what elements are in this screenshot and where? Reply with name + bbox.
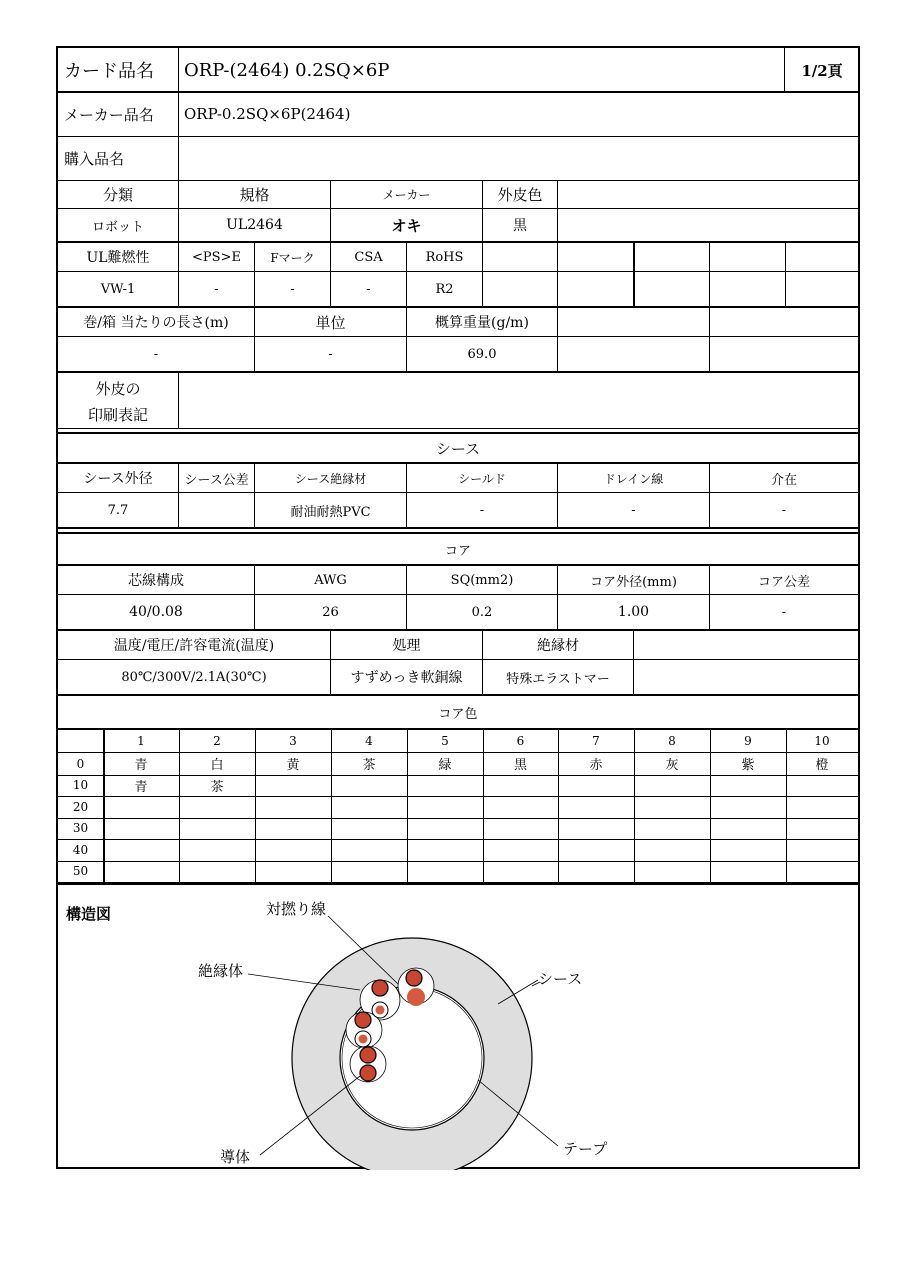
color-cell: 緑 (438, 758, 452, 774)
color-cell (407, 818, 483, 840)
print-marking-value (180, 373, 850, 427)
filler-label: 介在 (770, 472, 797, 488)
length-per-reel-label: 巻/箱 当たりの長さ(m) (83, 315, 229, 331)
color-cell (331, 775, 407, 797)
sheath-tolerance-label: シース公差 (184, 472, 249, 488)
divider (255, 728, 256, 882)
color-row-index: 10 (72, 778, 89, 793)
color-cell (710, 839, 786, 861)
insulation-label: 絶縁材 (537, 638, 579, 654)
label-twisted: 対撚り線 (266, 900, 327, 918)
color-column-header: 6 (516, 734, 525, 748)
weight-label: 概算重量(g/m) (435, 315, 529, 331)
maker-label: メーカー (382, 188, 431, 202)
color-cell (710, 796, 786, 818)
color-cell (103, 839, 179, 861)
divider (407, 728, 408, 882)
sheath-tolerance-value (179, 493, 254, 527)
conductor-dot (372, 980, 388, 996)
drain-wire-value: - (631, 502, 636, 518)
color-cell (331, 861, 407, 883)
ul-flame-value: VW-1 (100, 281, 136, 297)
rating-label: 温度/電圧/許容電流(温度) (113, 638, 275, 654)
color-cell (331, 818, 407, 840)
pse-label: <PS>E (192, 249, 241, 265)
pse-value: - (214, 281, 219, 297)
spec-sheet (56, 46, 860, 1169)
color-cell (255, 839, 331, 861)
conductor-dot (407, 988, 425, 1006)
color-cell (483, 861, 558, 883)
color-cell: 茶 (210, 779, 224, 795)
color-cell (558, 839, 634, 861)
color-cell (103, 796, 179, 818)
color-column-header: 10 (814, 734, 830, 748)
divider (634, 728, 635, 882)
color-column-header: 1 (137, 734, 145, 748)
csa-value: - (366, 281, 371, 297)
color-cell (179, 839, 255, 861)
core-color-title: コア色 (438, 706, 478, 722)
purchase-name-value (180, 137, 780, 179)
card-name-label: カード品名 (64, 61, 154, 82)
color-cell (786, 839, 858, 861)
divider (58, 883, 858, 885)
color-cell (407, 861, 483, 883)
divider (179, 728, 180, 882)
rohs-label: RoHS (425, 249, 464, 265)
color-cell (483, 796, 558, 818)
color-cell: 黄 (286, 758, 300, 774)
color-cell: 黒 (513, 758, 527, 774)
awg-value: 26 (322, 604, 339, 620)
structure-title: 構造図 (66, 904, 112, 923)
label-conductor: 導体 (220, 1148, 251, 1166)
csa-label: CSA (354, 249, 383, 265)
shield-value: - (479, 502, 485, 518)
sq-label: SQ(mm2) (450, 572, 514, 588)
standard-value: UL2464 (226, 217, 283, 233)
color-cell (179, 796, 255, 818)
print-marking-label-1: 外皮の (95, 379, 141, 398)
jacket-color-label: 外皮色 (497, 186, 543, 204)
color-cell (710, 775, 786, 797)
divider (331, 728, 332, 882)
core-section-title: コア (444, 543, 471, 559)
unit-label: 単位 (315, 313, 346, 332)
core-od-value: 1.00 (617, 604, 650, 620)
color-cell (407, 796, 483, 818)
standard-label: 規格 (239, 186, 270, 204)
category-label: 分類 (102, 186, 133, 204)
conductor-dot (376, 1006, 385, 1015)
color-cell (255, 775, 331, 797)
color-cell (634, 839, 710, 861)
color-cell (634, 775, 710, 797)
color-cell (634, 861, 710, 883)
color-column-header: 5 (441, 734, 449, 748)
sheath-insulation-label: シース絶縁材 (294, 471, 367, 486)
color-row-index: 40 (72, 842, 89, 857)
color-cell (255, 861, 331, 883)
color-cell (483, 775, 558, 797)
color-cell (558, 775, 634, 797)
filler-value: - (781, 502, 787, 518)
color-cell (558, 861, 634, 883)
conductor-dot (406, 970, 422, 986)
purchase-name-label: 購入品名 (64, 149, 125, 168)
color-cell (483, 818, 558, 840)
divider (710, 728, 711, 882)
color-column-header: 9 (744, 734, 752, 748)
card-name-value: ORP-(2464) 0.2SQ×6P (184, 59, 390, 81)
divider (558, 728, 559, 882)
color-cell (786, 796, 858, 818)
color-column-header: 3 (289, 734, 297, 748)
color-cell (786, 861, 858, 883)
awg-label: AWG (314, 572, 347, 588)
label-tape: テープ (563, 1140, 608, 1158)
treatment-value: すずめっき軟銅線 (350, 670, 463, 686)
color-cell (407, 775, 483, 797)
color-cell (634, 796, 710, 818)
f-mark-value: - (290, 281, 295, 297)
divider (786, 728, 787, 882)
maker-value: オキ (391, 216, 422, 235)
length-per-reel-value: - (153, 346, 159, 362)
print-marking-label-2: 印刷表記 (87, 405, 148, 424)
sheath-insulation-value: 耐油耐熱PVC (290, 504, 371, 520)
unit-value: - (328, 346, 333, 362)
page-number: 1/2頁 (801, 61, 843, 80)
color-cell: 茶 (362, 758, 376, 774)
conductor-dot (359, 1035, 368, 1044)
maker-name-value: ORP-0.2SQ×6P(2464) (184, 105, 351, 123)
core-tolerance-value: - (781, 604, 787, 620)
color-cell: 赤 (589, 758, 603, 774)
color-cell: 白 (210, 758, 224, 774)
color-cell (786, 818, 858, 840)
ul-flame-label: UL難燃性 (86, 250, 150, 266)
color-cell (634, 818, 710, 840)
color-cell (786, 775, 858, 797)
sheath-od-label: シース外径 (83, 471, 153, 487)
insulation-value: 特殊エラストマー (506, 671, 610, 687)
color-cell (483, 839, 558, 861)
f-mark-label: Fマーク (270, 250, 315, 265)
label-sheath: シース (538, 970, 583, 988)
conductor-dot (355, 1012, 371, 1028)
color-cell (558, 818, 634, 840)
color-cell (103, 861, 179, 883)
color-row-index: 30 (72, 821, 89, 836)
color-cell (179, 861, 255, 883)
color-row-index: 20 (72, 799, 89, 814)
color-cell (558, 796, 634, 818)
strand-config-value: 40/0.08 (129, 604, 183, 620)
color-cell (103, 818, 179, 840)
jacket-color-value: 黒 (513, 218, 527, 234)
rohs-value: R2 (435, 281, 454, 297)
color-cell (710, 861, 786, 883)
drain-wire-label: ドレイン線 (603, 471, 664, 486)
maker-name-label: メーカー品名 (64, 105, 154, 124)
label-insulator: 絶縁体 (198, 962, 244, 980)
color-cell: 灰 (665, 758, 679, 774)
color-column-header: 7 (592, 734, 600, 748)
color-cell (407, 839, 483, 861)
color-cell (255, 796, 331, 818)
rating-value: 80℃/300V/2.1A(30℃) (121, 669, 267, 685)
conductor-dot (360, 1065, 376, 1081)
sq-value: 0.2 (471, 604, 493, 620)
shield-label: シールド (458, 471, 506, 486)
divider (483, 728, 484, 882)
core-od-label: コア外径(mm) (590, 574, 677, 590)
color-cell: 紫 (741, 758, 755, 774)
color-column-header: 8 (668, 734, 676, 748)
sheath-od-value: 7.7 (107, 502, 129, 518)
color-cell (179, 818, 255, 840)
color-cell (331, 796, 407, 818)
category-value: ロボット (91, 219, 144, 235)
cable-structure-diagram (58, 890, 858, 1170)
color-row-index: 0 (76, 756, 85, 771)
strand-config-label: 芯線構成 (128, 573, 184, 589)
color-cell: 橙 (815, 758, 829, 774)
color-column-header: 4 (365, 734, 373, 748)
divider (103, 728, 105, 882)
sheath-section-title: シース (435, 439, 481, 458)
color-cell (255, 818, 331, 840)
color-column-header: 2 (213, 734, 221, 748)
treatment-label: 処理 (392, 638, 421, 654)
color-row-index: 50 (72, 864, 89, 879)
color-cell (710, 818, 786, 840)
core-tolerance-label: コア公差 (757, 574, 810, 590)
color-cell: 青 (134, 779, 148, 795)
weight-value: 69.0 (467, 346, 497, 362)
conductor-dot (360, 1047, 376, 1063)
color-cell (331, 839, 407, 861)
color-cell: 青 (134, 758, 148, 774)
